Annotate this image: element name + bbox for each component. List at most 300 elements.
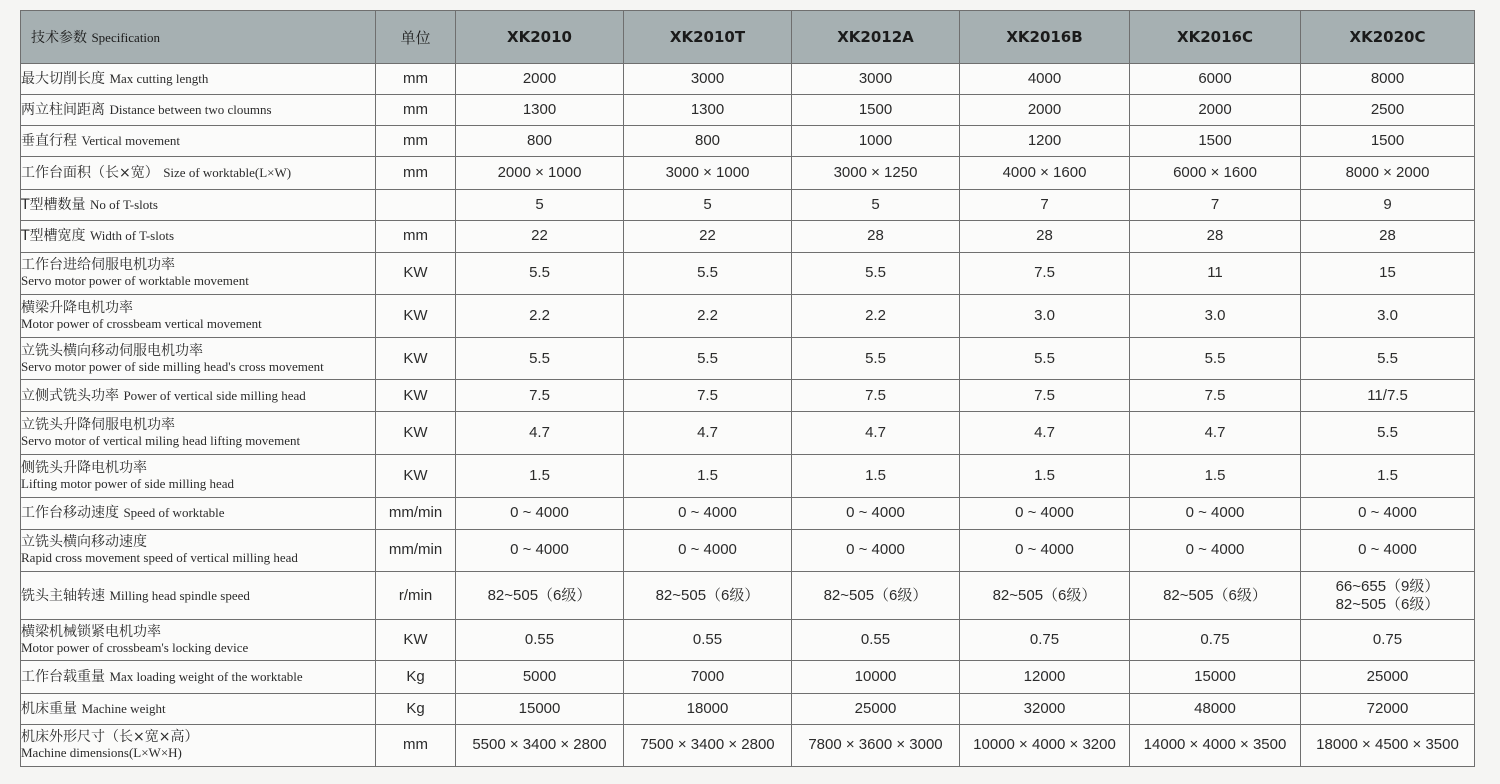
value-cell — [456, 661, 624, 693]
value-text: 0 ~ 4000 — [1015, 504, 1074, 522]
value-text: 0 ~ 4000 — [510, 541, 569, 559]
table-row — [21, 338, 1475, 380]
param-name-cn: 机床外形尺寸（长×宽×高） — [21, 729, 199, 746]
value-cell — [1301, 338, 1475, 380]
param-cell — [21, 412, 376, 454]
value-text: 22 — [699, 227, 716, 245]
value-text: 3.0 — [1377, 307, 1398, 324]
value-text: 3000 × 1000 — [665, 163, 750, 181]
value-cell — [960, 338, 1130, 380]
param-name-en: Lifting motor power of side milling head — [21, 475, 235, 491]
value-cell — [624, 572, 792, 620]
value-text: 3.0 — [1034, 307, 1055, 324]
value-text: 0 ~ 4000 — [1185, 541, 1245, 559]
param-name-cn: 立侧式铣头功率 — [21, 387, 119, 404]
value-cell — [624, 454, 792, 497]
param-name-en: Servo motor of vertical miling head lifting movement — [21, 432, 301, 448]
value-text: 18000 — [686, 699, 729, 717]
param-cell — [21, 620, 376, 661]
value-text: 2000 — [522, 70, 557, 88]
value-cell — [1130, 294, 1301, 337]
unit-cell: KW — [376, 380, 456, 412]
header-row — [21, 11, 1475, 64]
param-name-en: Servo motor power of worktable movement — [21, 273, 249, 289]
value-cell — [792, 693, 960, 724]
value-cell — [1130, 189, 1301, 220]
value-cell — [456, 412, 624, 454]
value-text: 11/7.5 — [1367, 386, 1408, 404]
value-cell — [1301, 252, 1475, 294]
value-cell — [456, 380, 624, 412]
value-cell — [960, 529, 1130, 571]
value-cell — [1130, 661, 1301, 693]
value-text: 8000 — [1370, 70, 1405, 88]
value-cell — [792, 412, 960, 454]
value-text: 5 — [871, 195, 880, 213]
value-cell — [624, 95, 792, 126]
value-cell — [960, 294, 1130, 337]
value-cell — [792, 189, 960, 220]
unit-cell: r/min — [376, 572, 456, 620]
param-name-cn: 侧铣头升降电机功率 — [21, 459, 147, 476]
value-text: 8000 × 2000 — [1345, 163, 1430, 181]
param-name-cn: 工作台面积（长×宽） — [21, 164, 159, 181]
value-cell — [960, 454, 1130, 497]
value-text: 1300 — [522, 101, 557, 119]
value-cell — [960, 220, 1130, 252]
unit-cell: KW — [376, 412, 456, 454]
value-cell — [1130, 157, 1301, 189]
value-text: 7 — [1040, 195, 1049, 213]
unit-cell: KW — [376, 454, 456, 497]
value-cell — [1301, 380, 1475, 412]
value-cell — [456, 64, 624, 95]
param-name-cn: 立铣头横向移动伺服电机功率 — [21, 342, 203, 359]
param-name-cn: 工作台移动速度 — [21, 505, 119, 522]
unit-cell: mm — [376, 64, 456, 95]
value-text: 5.5 — [865, 264, 886, 282]
value-cell — [624, 294, 792, 337]
value-text: 9 — [1383, 195, 1392, 213]
param-cell — [21, 497, 376, 529]
value-text: 6000 × 1600 — [1173, 163, 1257, 181]
value-text: 3.0 — [1204, 307, 1226, 324]
value-text: 28 — [1206, 227, 1224, 245]
value-text: 5.5 — [1204, 349, 1226, 367]
unit-cell: KW — [376, 294, 456, 337]
value-text: 5.5 — [529, 264, 550, 282]
table-row — [21, 380, 1475, 412]
value-cell — [1130, 412, 1301, 454]
table-row — [21, 693, 1475, 724]
table-row — [21, 724, 1475, 766]
value-text: 1500 — [1370, 132, 1405, 150]
value-cell — [1301, 454, 1475, 497]
value-cell — [792, 661, 960, 693]
value-cell — [960, 252, 1130, 294]
value-cell — [792, 529, 960, 571]
value-text: 1500 — [858, 101, 893, 119]
value-text: 82~505（6级） — [487, 586, 592, 604]
value-cell — [624, 189, 792, 220]
value-cell — [1301, 693, 1475, 724]
unit-cell: Kg — [376, 661, 456, 693]
value-cell — [792, 95, 960, 126]
value-cell — [960, 497, 1130, 529]
value-text: 11 — [1207, 264, 1223, 282]
value-text: 5.5 — [1377, 349, 1398, 367]
value-text: 0 ~ 4000 — [1015, 541, 1074, 559]
param-name-en: Servo motor power of side milling head's cross movement — [21, 358, 324, 374]
param-cell — [21, 95, 376, 126]
header-model-xk2016b: XK2016B — [960, 11, 1130, 64]
value-cell — [792, 157, 960, 189]
value-text: 12000 — [1023, 667, 1066, 685]
spec-table-body — [21, 64, 1475, 767]
param-cell — [21, 220, 376, 252]
value-cell — [1130, 338, 1301, 380]
value-text: 4.7 — [1034, 423, 1055, 441]
param-name-en: Power of vertical side milling head — [123, 387, 306, 403]
value-cell — [1301, 126, 1475, 157]
param-name-en: No of T-slots — [90, 196, 158, 212]
value-cell — [960, 64, 1130, 95]
param-name-en: Distance between two cloumns — [109, 102, 272, 118]
param-name-en: Width of T-slots — [90, 228, 175, 244]
value-text: 7500 × 3400 × 2800 — [640, 736, 775, 754]
value-cell — [960, 157, 1130, 189]
value-text: 82~505（6级） — [992, 586, 1097, 604]
value-text: 2.2 — [865, 307, 886, 324]
value-cell — [1130, 64, 1301, 95]
unit-cell: mm — [376, 95, 456, 126]
param-cell — [21, 724, 376, 766]
value-cell — [1130, 126, 1301, 157]
value-cell — [624, 157, 792, 189]
param-name-cn: 横梁升降电机功率 — [21, 300, 133, 316]
value-text: 1.5 — [1034, 466, 1055, 484]
value-text: 32000 — [1023, 699, 1066, 717]
value-cell — [960, 572, 1130, 620]
param-name-en: Motor power of crossbeam's locking device — [21, 640, 249, 656]
value-cell — [1301, 294, 1475, 337]
value-cell — [456, 126, 624, 157]
value-text: 2500 — [1370, 101, 1405, 119]
value-cell — [1301, 724, 1475, 766]
value-text: 2000 — [1198, 101, 1232, 119]
value-text: 5.5 — [1377, 423, 1398, 441]
header-model-xk2010: XK2010 — [456, 11, 624, 64]
value-text: 82~505（6级） — [823, 586, 928, 604]
param-name-en: Vertical movement — [81, 133, 181, 149]
value-cell — [1301, 412, 1475, 454]
value-cell — [960, 412, 1130, 454]
value-text: 72000 — [1366, 699, 1409, 717]
value-cell — [456, 95, 624, 126]
value-cell — [960, 380, 1130, 412]
unit-cell: mm/min — [376, 529, 456, 571]
param-name-en: Speed of worktable — [123, 505, 225, 521]
value-text: 82~505（6级） — [655, 586, 760, 604]
param-name-cn: 立铣头横向移动速度 — [21, 534, 147, 551]
value-cell — [1130, 724, 1301, 766]
param-name-en: Machine dimensions(L×W×H) — [21, 745, 182, 761]
value-text: 2000 — [1027, 101, 1062, 119]
header-model-xk2010t: XK2010T — [624, 11, 792, 64]
unit-cell: mm — [376, 220, 456, 252]
value-text: 0 ~ 4000 — [510, 504, 569, 522]
value-text: 0 ~ 4000 — [1185, 504, 1245, 522]
value-cell — [624, 529, 792, 571]
table-row — [21, 294, 1475, 337]
value-cell — [1130, 380, 1301, 412]
value-cell — [456, 189, 624, 220]
value-cell — [456, 338, 624, 380]
value-cell — [1130, 693, 1301, 724]
value-text: 2.2 — [697, 307, 718, 324]
value-text: 5 — [535, 195, 544, 213]
value-text: 5.5 — [697, 349, 718, 367]
param-cell — [21, 338, 376, 380]
table-row — [21, 412, 1475, 454]
value-text: 1.5 — [1377, 466, 1398, 484]
value-text: 2.2 — [529, 307, 550, 324]
value-text: 0.75 — [1372, 631, 1403, 649]
value-text: 15 — [1379, 264, 1396, 282]
value-text: 7.5 — [865, 386, 886, 404]
value-text: 4.7 — [529, 423, 550, 441]
param-cell — [21, 454, 376, 497]
value-cell — [792, 338, 960, 380]
value-text: 0 ~ 4000 — [846, 504, 905, 522]
value-cell — [1301, 661, 1475, 693]
header-specification — [21, 11, 376, 64]
value-text: 5000 — [522, 667, 557, 685]
value-text: 7.5 — [1034, 264, 1055, 282]
value-text: 25000 — [854, 699, 897, 717]
value-cell — [1130, 620, 1301, 661]
value-cell — [1130, 454, 1301, 497]
param-cell — [21, 572, 376, 620]
value-text: 48000 — [1194, 699, 1236, 717]
value-cell — [1301, 529, 1475, 571]
value-text: 14000 × 4000 × 3500 — [1143, 736, 1287, 754]
value-text: 7.5 — [697, 386, 718, 404]
value-cell — [1301, 572, 1475, 620]
value-text: 3000 — [690, 70, 725, 88]
param-name-en: Milling head spindle speed — [109, 587, 250, 603]
value-text: 7000 — [690, 667, 725, 685]
header-param-en: Specification — [91, 30, 161, 45]
value-cell — [456, 294, 624, 337]
value-text: 1200 — [1027, 132, 1062, 150]
unit-cell: mm/min — [376, 497, 456, 529]
value-cell — [624, 497, 792, 529]
value-text: 2000 × 1000 — [497, 163, 582, 181]
value-text: 0 ~ 4000 — [678, 504, 737, 522]
header-model-xk2020c: XK2020C — [1301, 11, 1475, 64]
table-row — [21, 529, 1475, 571]
value-cell — [960, 620, 1130, 661]
table-row — [21, 497, 1475, 529]
value-cell — [456, 529, 624, 571]
value-cell — [1301, 64, 1475, 95]
value-text: 22 — [531, 227, 548, 245]
value-cell — [960, 693, 1130, 724]
value-text: 10000 × 4000 × 3200 — [973, 736, 1116, 754]
value-text: 3000 — [858, 70, 893, 88]
value-cell — [1301, 497, 1475, 529]
value-cell — [624, 620, 792, 661]
header-unit: 单位 — [376, 11, 456, 64]
value-text: 0 ~ 4000 — [1358, 504, 1417, 522]
unit-cell: mm — [376, 126, 456, 157]
value-cell — [456, 724, 624, 766]
table-row — [21, 64, 1475, 95]
value-text: 28 — [867, 227, 884, 245]
param-name-cn: 铣头主轴转速 — [21, 587, 105, 604]
value-cell — [1301, 95, 1475, 126]
value-text: 4000 — [1027, 70, 1062, 88]
table-row — [21, 661, 1475, 693]
value-text: 1.5 — [865, 466, 886, 484]
value-text: 3000 × 1250 — [833, 163, 918, 181]
value-cell — [1130, 252, 1301, 294]
unit-cell: KW — [376, 620, 456, 661]
value-text: 800 — [526, 132, 553, 150]
param-cell — [21, 529, 376, 571]
value-text: 1.5 — [697, 466, 718, 484]
value-cell — [792, 252, 960, 294]
value-text: 7.5 — [1204, 386, 1226, 404]
value-text: 15000 — [1194, 667, 1236, 685]
param-name-en: Rapid cross movement speed of vertical milling head — [21, 550, 298, 566]
value-cell — [624, 661, 792, 693]
value-cell — [624, 126, 792, 157]
header-model-xk2016c: XK2016C — [1130, 11, 1301, 64]
value-cell — [960, 189, 1130, 220]
value-cell — [456, 497, 624, 529]
value-cell — [1301, 157, 1475, 189]
table-row — [21, 252, 1475, 294]
table-row — [21, 572, 1475, 620]
unit-cell: KW — [376, 338, 456, 380]
value-cell — [456, 220, 624, 252]
value-text: 7.5 — [529, 386, 550, 404]
value-cell — [1130, 529, 1301, 571]
value-cell — [624, 412, 792, 454]
value-cell — [792, 64, 960, 95]
param-cell — [21, 157, 376, 189]
param-name-cn: 垂直行程 — [21, 133, 77, 150]
value-text: 15000 — [518, 699, 561, 717]
value-text: 4.7 — [865, 423, 886, 441]
value-text: 28 — [1379, 227, 1396, 245]
param-name-en: Motor power of crossbeam vertical movement — [21, 316, 262, 331]
param-cell — [21, 252, 376, 294]
value-text: 5.5 — [697, 264, 718, 282]
value-cell — [456, 157, 624, 189]
value-text: 4.7 — [697, 423, 718, 441]
value-cell — [1130, 572, 1301, 620]
value-text: 5 — [703, 195, 712, 213]
value-text: 1.5 — [1204, 466, 1226, 484]
value-text: 5.5 — [1034, 349, 1055, 367]
value-cell — [1130, 95, 1301, 126]
value-cell — [1301, 220, 1475, 252]
value-text: 4000 × 1600 — [1002, 163, 1087, 181]
value-text: 25000 — [1366, 667, 1409, 685]
specification-table — [20, 10, 1475, 767]
table-row — [21, 157, 1475, 189]
value-text: 7 — [1210, 195, 1220, 213]
param-name-en: Max cutting length — [109, 71, 209, 87]
value-text: 0.75 — [1200, 631, 1230, 649]
value-text: 0 ~ 4000 — [1358, 541, 1417, 559]
value-text: 0.75 — [1029, 631, 1060, 649]
value-text: 18000 × 4500 × 3500 — [1316, 736, 1459, 754]
value-cell — [792, 497, 960, 529]
value-cell — [792, 220, 960, 252]
value-cell — [456, 620, 624, 661]
param-cell — [21, 126, 376, 157]
value-cell — [792, 294, 960, 337]
value-cell — [624, 252, 792, 294]
unit-cell — [376, 189, 456, 220]
param-cell — [21, 661, 376, 693]
param-cell — [21, 189, 376, 220]
value-cell — [624, 724, 792, 766]
header-model-xk2012a: XK2012A — [792, 11, 960, 64]
value-cell — [624, 64, 792, 95]
value-cell — [456, 572, 624, 620]
value-cell — [960, 661, 1130, 693]
value-cell — [456, 454, 624, 497]
param-name-cn: T型槽宽度 — [21, 228, 86, 245]
param-name-en: Size of worktable(L×W) — [163, 164, 292, 180]
param-name-cn: 立铣头升降伺服电机功率 — [21, 416, 175, 433]
param-name-cn: 工作台载重量 — [21, 668, 105, 685]
value-cell — [624, 693, 792, 724]
value-text: 28 — [1036, 227, 1053, 245]
spec-table-container — [20, 10, 1474, 767]
unit-cell: KW — [376, 252, 456, 294]
table-row — [21, 620, 1475, 661]
value-text: 10000 — [854, 667, 897, 685]
value-text: 7.5 — [1034, 386, 1055, 404]
param-name-en: Machine weight — [81, 700, 166, 716]
param-cell — [21, 294, 376, 337]
param-cell — [21, 693, 376, 724]
value-text: 1500 — [1198, 132, 1232, 150]
param-name-cn: 工作台进给伺服电机功率 — [21, 257, 175, 274]
param-name-cn: 机床重量 — [21, 700, 77, 717]
table-row — [21, 454, 1475, 497]
param-name-cn: 最大切削长度 — [21, 71, 105, 88]
param-name-cn: 两立柱间距离 — [21, 102, 105, 119]
value-cell — [960, 724, 1130, 766]
value-cell — [792, 724, 960, 766]
value-text: 5500 × 3400 × 2800 — [472, 736, 607, 754]
value-text: 1.5 — [529, 466, 550, 484]
value-text: 0 ~ 4000 — [846, 541, 905, 559]
value-text: 1300 — [690, 101, 725, 119]
value-text: 0.55 — [524, 631, 555, 649]
value-cell — [456, 252, 624, 294]
table-row — [21, 95, 1475, 126]
value-cell — [960, 95, 1130, 126]
unit-cell: Kg — [376, 693, 456, 724]
